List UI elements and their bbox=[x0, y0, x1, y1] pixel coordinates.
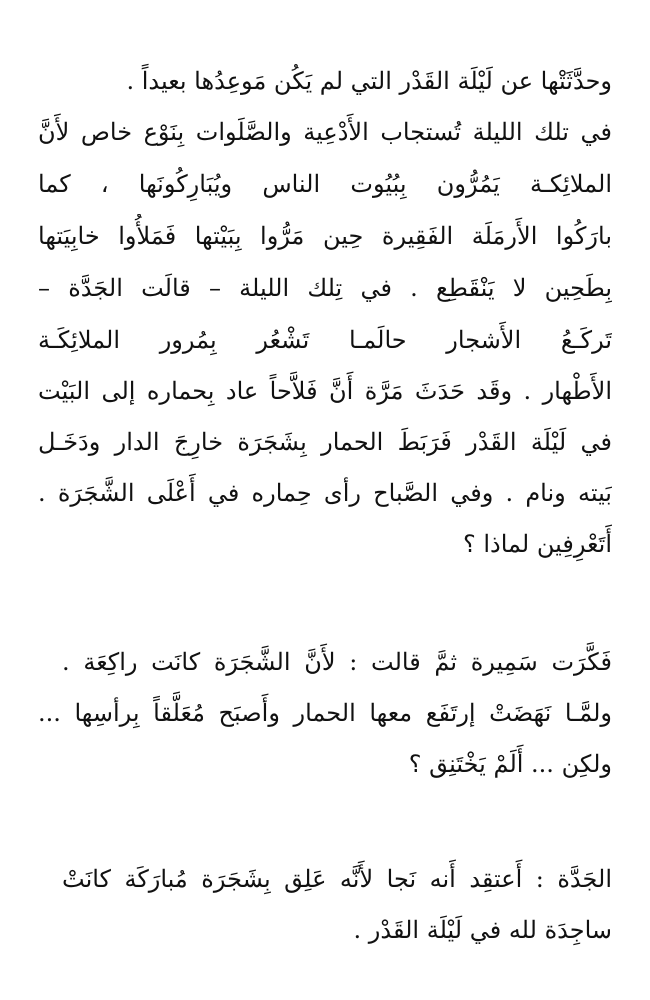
text-line: تَركَـعُ الأَشجار حالَمـا تَشْعُر بِمُرور الملائِكَـة bbox=[38, 326, 612, 354]
text-line: في تلك الليلة تُستجاب الأَدْعِية والصَّلَوات بِنَوْع خاص لأَنَّ bbox=[38, 118, 612, 146]
text-line: في لَيْلَة القَدْر فَرَبَطَ الحمار بِشَجَرَة خارِجَ الدار ودَخَـل bbox=[38, 428, 612, 456]
text-line: فَكَّرَت سَمِيرة ثمَّ قالت : لأَنَّ الشَّجَرَة كانَت راكِعَة . bbox=[62, 648, 612, 676]
text-line: الأَطْهار . وقَد حَدَثَ مَرَّة أَنَّ فَلاَّحاً عاد بِحماره إلى البَيْت bbox=[38, 377, 612, 405]
text-line: وحدَّثَتْها عن لَيْلَة القَدْر التي لم يَكُن مَوعِدُها بعيداً . bbox=[126, 67, 612, 95]
text-line: ساجِدَة لله في لَيْلَة القَدْر . bbox=[353, 916, 612, 944]
text-line: بارَكُوا الأَرمَلَة الفَقِيرة حِين مَرُّوا بِبَيْتها فَمَلأُوا خابِيَتها bbox=[38, 222, 612, 250]
text-line: بِطَحِين لا يَنْقَطِع . في تِلك الليلة – قالَت الجَدَّة – bbox=[38, 274, 612, 302]
text-line: الملائِكـة يَمُرُّون بِبُيُوت الناس ويُبَارِكُونَها ، كما bbox=[38, 170, 612, 198]
text-line: ولكِن ... أَلَمْ يَخْتَنِق ؟ bbox=[408, 750, 612, 778]
text-line: أَتَعْرِفِين لماذا ؟ bbox=[462, 530, 612, 558]
text-line: بَيته ونام . وفي الصَّباح رأى حِماره في أَعْلَى الشَّجَرَة . bbox=[38, 479, 612, 507]
text-line: الجَدَّة : أَعتقِد أَنه نَجا لأَنَّه عَلِق بِشَجَرَة مُبارَكَة كانَتْ bbox=[62, 865, 612, 893]
text-line: ولمَّـا نَهَضَتْ إرتَفَع معها الحمار وأَصبَح مُعَلَّقاً بِرأسِها ... bbox=[38, 699, 612, 727]
